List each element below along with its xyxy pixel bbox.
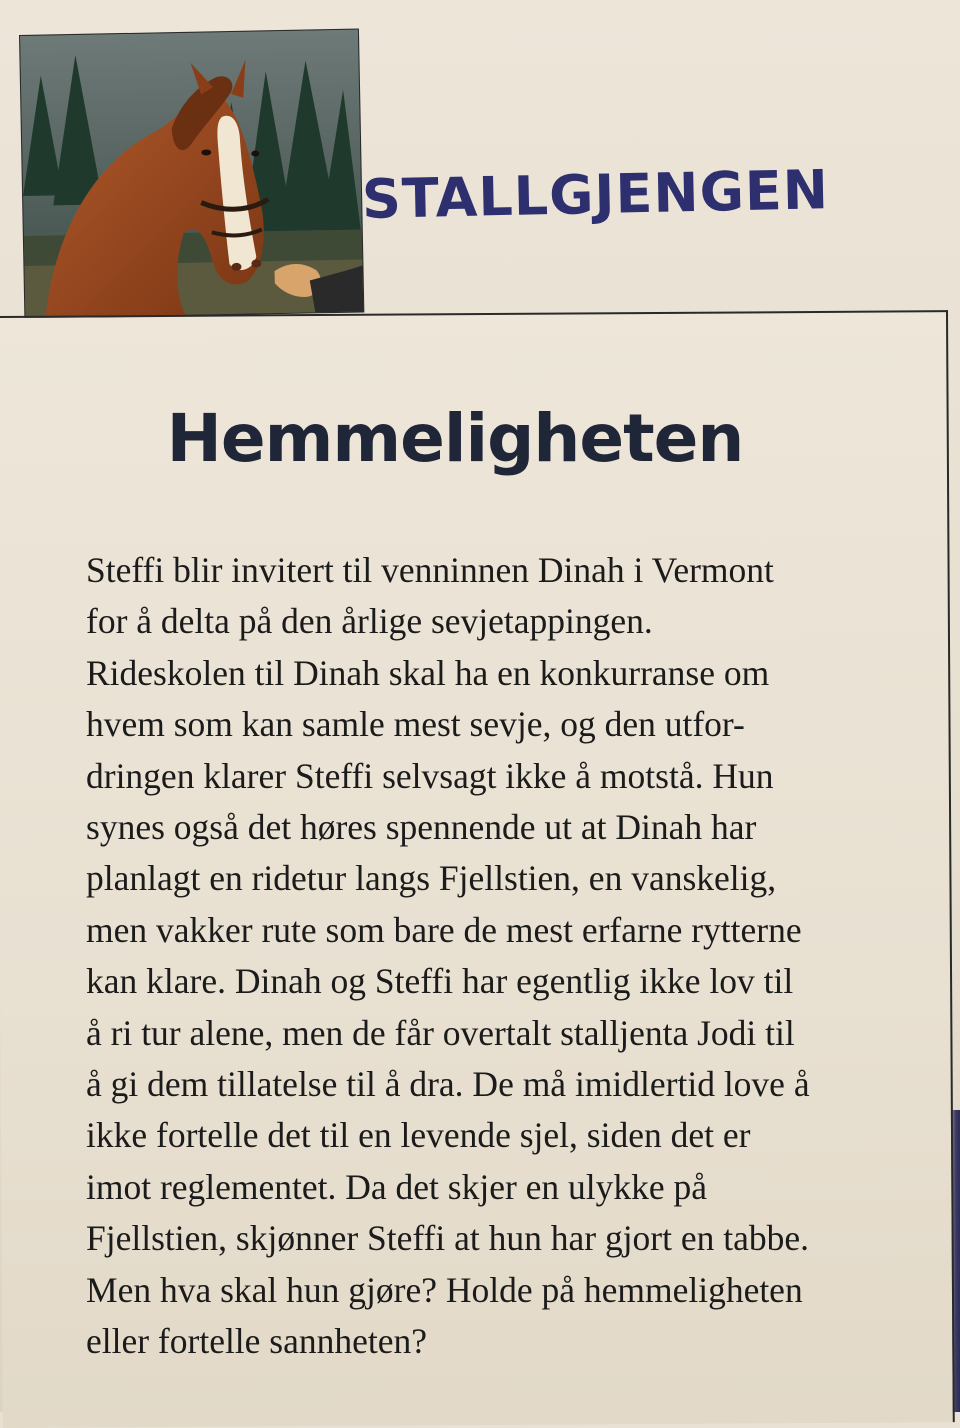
blurb-line: planlagt en ridetur langs Fjellstien, en vanskelig, [86, 858, 777, 899]
blurb-line: Fjellstien, skjønner Steffi at hun har gjort en tabbe. [86, 1218, 810, 1259]
blurb-line: eller fortelle sannheten? [86, 1321, 428, 1362]
blurb-line: hvem som kan samle mest sevje, og den utfor- [86, 704, 745, 745]
horse-icon [20, 30, 363, 318]
book-title: Hemmeligheten [166, 400, 744, 477]
blurb-line: å gi dem tillatelse til å dra. De må imidlertid love å [86, 1064, 810, 1105]
blurb-line: Steffi blir invitert til venninnen Dinah i Vermont [86, 550, 774, 590]
blurb-line: å ri tur alene, men de får overtalt stalljenta Jodi til [86, 1012, 795, 1053]
blurb-line: men vakker rute som bare de mest erfarne rytterne [86, 909, 802, 950]
blurb [86, 545, 886, 1368]
blurb-line: Rideskolen til Dinah skal ha en konkurranse om [86, 652, 770, 693]
blurb-line: kan klare. Dinah og Steffi har egentlig ikke lov til [86, 961, 794, 1002]
blurb-line: dringen klarer Steffi selvsagt ikke å motstå. Hun [86, 755, 774, 796]
blurb-line: synes også det høres spennende ut at Dinah har [86, 807, 757, 848]
blurb-line: ikke fortelle det til en levende sjel, siden det er [86, 1115, 751, 1156]
blurb-line: imot reglementet. Da det skjer en ulykke på [86, 1166, 708, 1207]
blurb-line: Men hva skal hun gjøre? Holde på hemmeligheten [86, 1269, 803, 1310]
horse-illustration [20, 30, 363, 318]
series-title: STALLGJENGEN [361, 158, 830, 231]
blurb-line: for å delta på den årlige sevjetappingen. [86, 601, 653, 642]
